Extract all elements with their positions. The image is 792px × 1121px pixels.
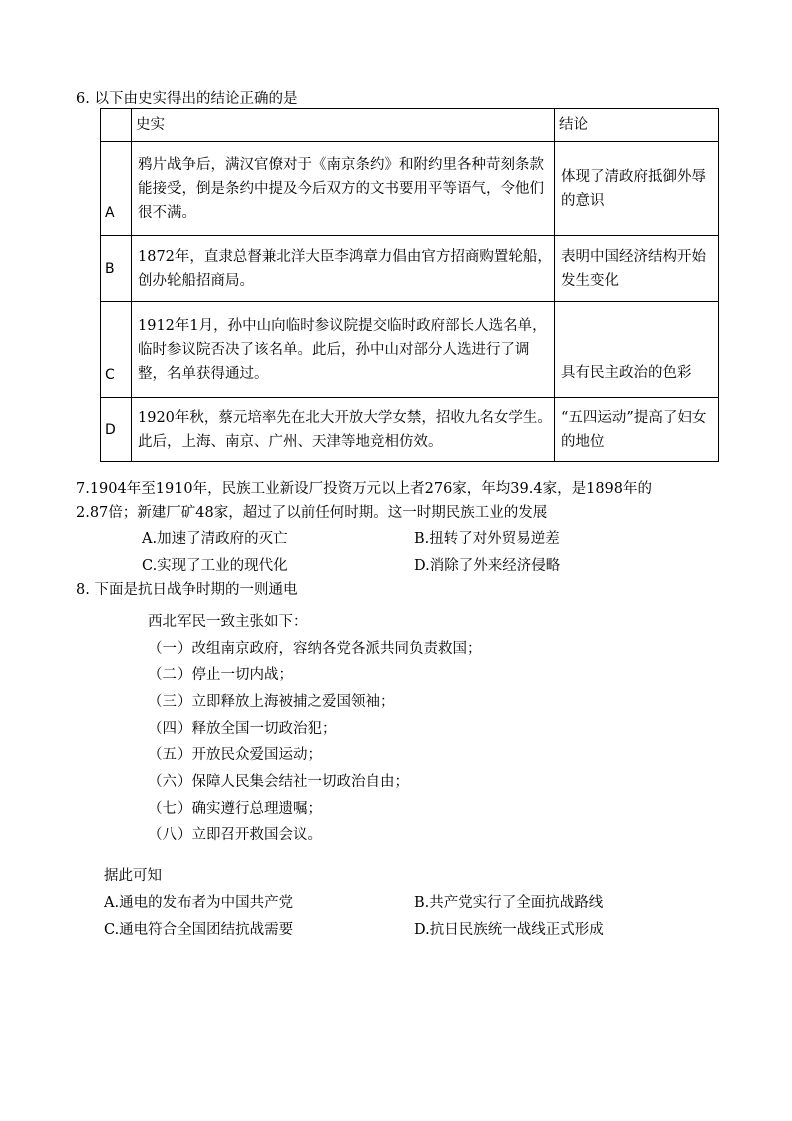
q8-option-c: C.通电符合全国团结抗战需要 bbox=[104, 922, 294, 938]
q8-item: （八）立即召开救国会议。 bbox=[148, 827, 322, 843]
q8-item: （五）开放民众爱国运动； bbox=[148, 747, 322, 763]
q6-row-label: C bbox=[101, 302, 132, 398]
q6-header-fact: 史实 bbox=[132, 109, 555, 142]
q6-row-conclusion: 具有民主政治的色彩 bbox=[555, 302, 719, 398]
q7-option-d: D.消除了外来经济侵略 bbox=[414, 558, 561, 574]
q6-table-header bbox=[101, 109, 719, 142]
q7-stem-line2: 2.87倍；新建厂矿48家，超过了以前任何时期。这一时期民族工业的发展 bbox=[76, 505, 548, 521]
q6-header-conclusion: 结论 bbox=[555, 109, 719, 142]
q8-item: （三）立即释放上海被捕之爱国领袖； bbox=[148, 694, 395, 710]
q8-item: （七）确实遵行总理遗嘱； bbox=[148, 801, 322, 817]
q6-row-conclusion: “五四运动”提高了妇女的地位 bbox=[555, 398, 719, 462]
q6-table bbox=[100, 108, 719, 462]
q6-row-fact: 1872年，直隶总督兼北洋大臣李鸿章力倡由官方招商购置轮船，创办轮船招商局。 bbox=[132, 236, 555, 302]
q6-row-d bbox=[101, 398, 719, 462]
q6-row-label: D bbox=[101, 398, 132, 462]
q6-row-fact: 1912年1月，孙中山向临时参议院提交临时政府部长人选名单，临时参议院否决了该名单。此后，孙中山对部分人选进行了调整，名单获得通过。 bbox=[132, 302, 555, 398]
q6-row-c bbox=[101, 302, 719, 398]
q7-option-a: A.加速了清政府的灭亡 bbox=[142, 531, 288, 547]
q8-intro: 西北军民一致主张如下： bbox=[148, 614, 308, 630]
q7-option-b: B.扭转了对外贸易逆差 bbox=[414, 531, 560, 547]
q6-header-blank bbox=[101, 109, 132, 142]
q7-stem-line1: 7.1904年至1910年，民族工业新设厂投资万元以上者276家，年均39.4家，是1898年的 bbox=[76, 481, 652, 497]
q8-item: （一）改组南京政府，容纳各党各派共同负责救国； bbox=[148, 641, 482, 657]
q6-row-fact: 1920年秋，蔡元培率先在北大开放大学女禁，招收九名女学生。此后，上海、南京、广州、天津等地竞相仿效。 bbox=[132, 398, 555, 462]
q8-option-b: B.共产党实行了全面抗战路线 bbox=[414, 895, 604, 911]
q6-row-label: B bbox=[101, 236, 132, 302]
q8-item: （二）停止一切内战； bbox=[148, 667, 293, 683]
q8-prompt: 据此可知 bbox=[104, 868, 162, 884]
q6-row-a bbox=[101, 142, 719, 236]
q8-item: （四）释放全国一切政治犯； bbox=[148, 721, 337, 737]
q6-stem: 6. 以下由史实得出的结论正确的是 bbox=[76, 91, 298, 107]
q8-stem: 8. 下面是抗日战争时期的一则通电 bbox=[76, 582, 298, 598]
q6-row-b bbox=[101, 236, 719, 302]
q8-item: （六）保障人民集会结社一切政治自由； bbox=[148, 774, 409, 790]
q6-row-conclusion: 体现了清政府抵御外辱的意识 bbox=[555, 142, 719, 236]
q8-option-a: A.通电的发布者为中国共产党 bbox=[104, 895, 294, 911]
q8-option-d: D.抗日民族统一战线正式形成 bbox=[414, 922, 604, 938]
q6-row-conclusion: 表明中国经济结构开始发生变化 bbox=[555, 236, 719, 302]
q7-option-c: C.实现了工业的现代化 bbox=[142, 558, 288, 574]
q6-row-fact: 鸦片战争后，满汉官僚对于《南京条约》和附约里各种苛刻条款能接受，倒是条约中提及今后双方的文书要用平等语气，令他们很不满。 bbox=[132, 142, 555, 236]
q6-row-label: A bbox=[101, 142, 132, 236]
